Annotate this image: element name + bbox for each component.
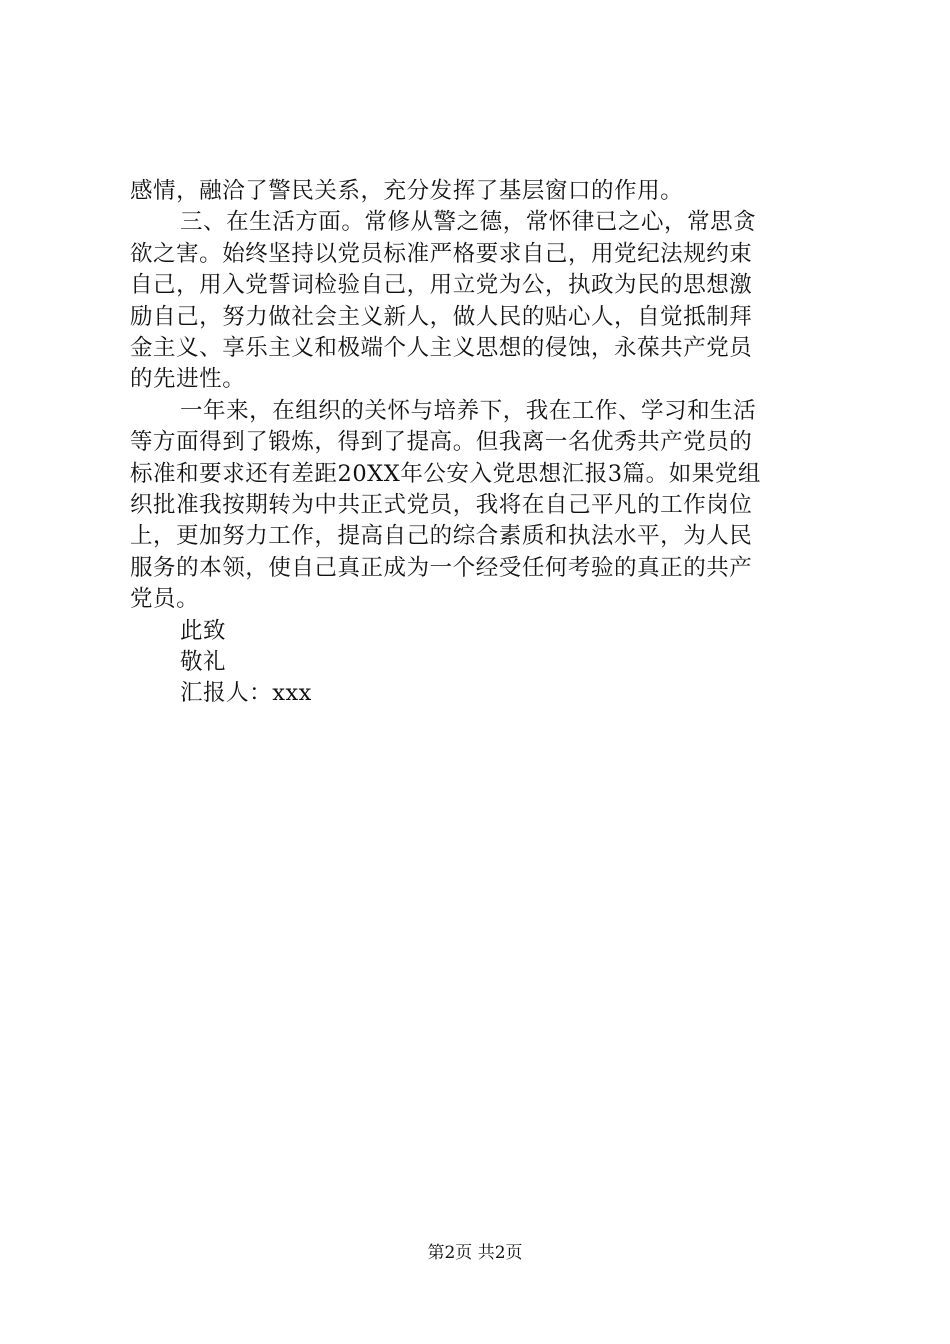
body-line-14: 党员。 <box>130 586 200 612</box>
closing-respect: 敬礼 <box>180 649 227 675</box>
body-line-10: 标准和要求还有差距20XX年公安入党思想汇报3篇。如果党组 <box>130 461 761 487</box>
body-line-1: 感情，融洽了警民关系，充分发挥了基层窗口的作用。 <box>130 178 684 204</box>
body-line-3: 欲之害。始终坚持以党员标准严格要求自己，用党纪法规约束 <box>130 241 753 267</box>
body-line-4: 自己，用入党誓词检验自己，用立党为公，执政为民的思想激 <box>130 272 753 298</box>
body-line-13: 服务的本领，使自己真正成为一个经受任何考验的真正的共产 <box>130 555 753 581</box>
body-line-9: 等方面得到了锻炼，得到了提高。但我离一名优秀共产党员的 <box>130 429 753 455</box>
body-line-6: 金主义、享乐主义和极端个人主义思想的侵蚀，永葆共产党员 <box>130 335 753 361</box>
page-number-footer: 第2页 共2页 <box>427 1243 523 1263</box>
signature: 汇报人：xxx <box>180 680 312 706</box>
body-line-5: 励自己，努力做社会主义新人，做人民的贴心人，自觉抵制拜 <box>130 304 753 330</box>
body-line-2: 三、在生活方面。常修从警之德，常怀律已之心，常思贪 <box>180 209 757 235</box>
closing-salutation: 此致 <box>180 618 227 644</box>
body-line-7: 的先进性。 <box>130 366 246 392</box>
body-line-11: 织批准我按期转为中共正式党员，我将在自己平凡的工作岗位 <box>130 492 753 518</box>
body-line-8: 一年来，在组织的关怀与培养下，我在工作、学习和生活 <box>180 398 757 424</box>
body-line-12: 上，更加努力工作，提高自己的综合素质和执法水平，为人民 <box>130 523 753 549</box>
